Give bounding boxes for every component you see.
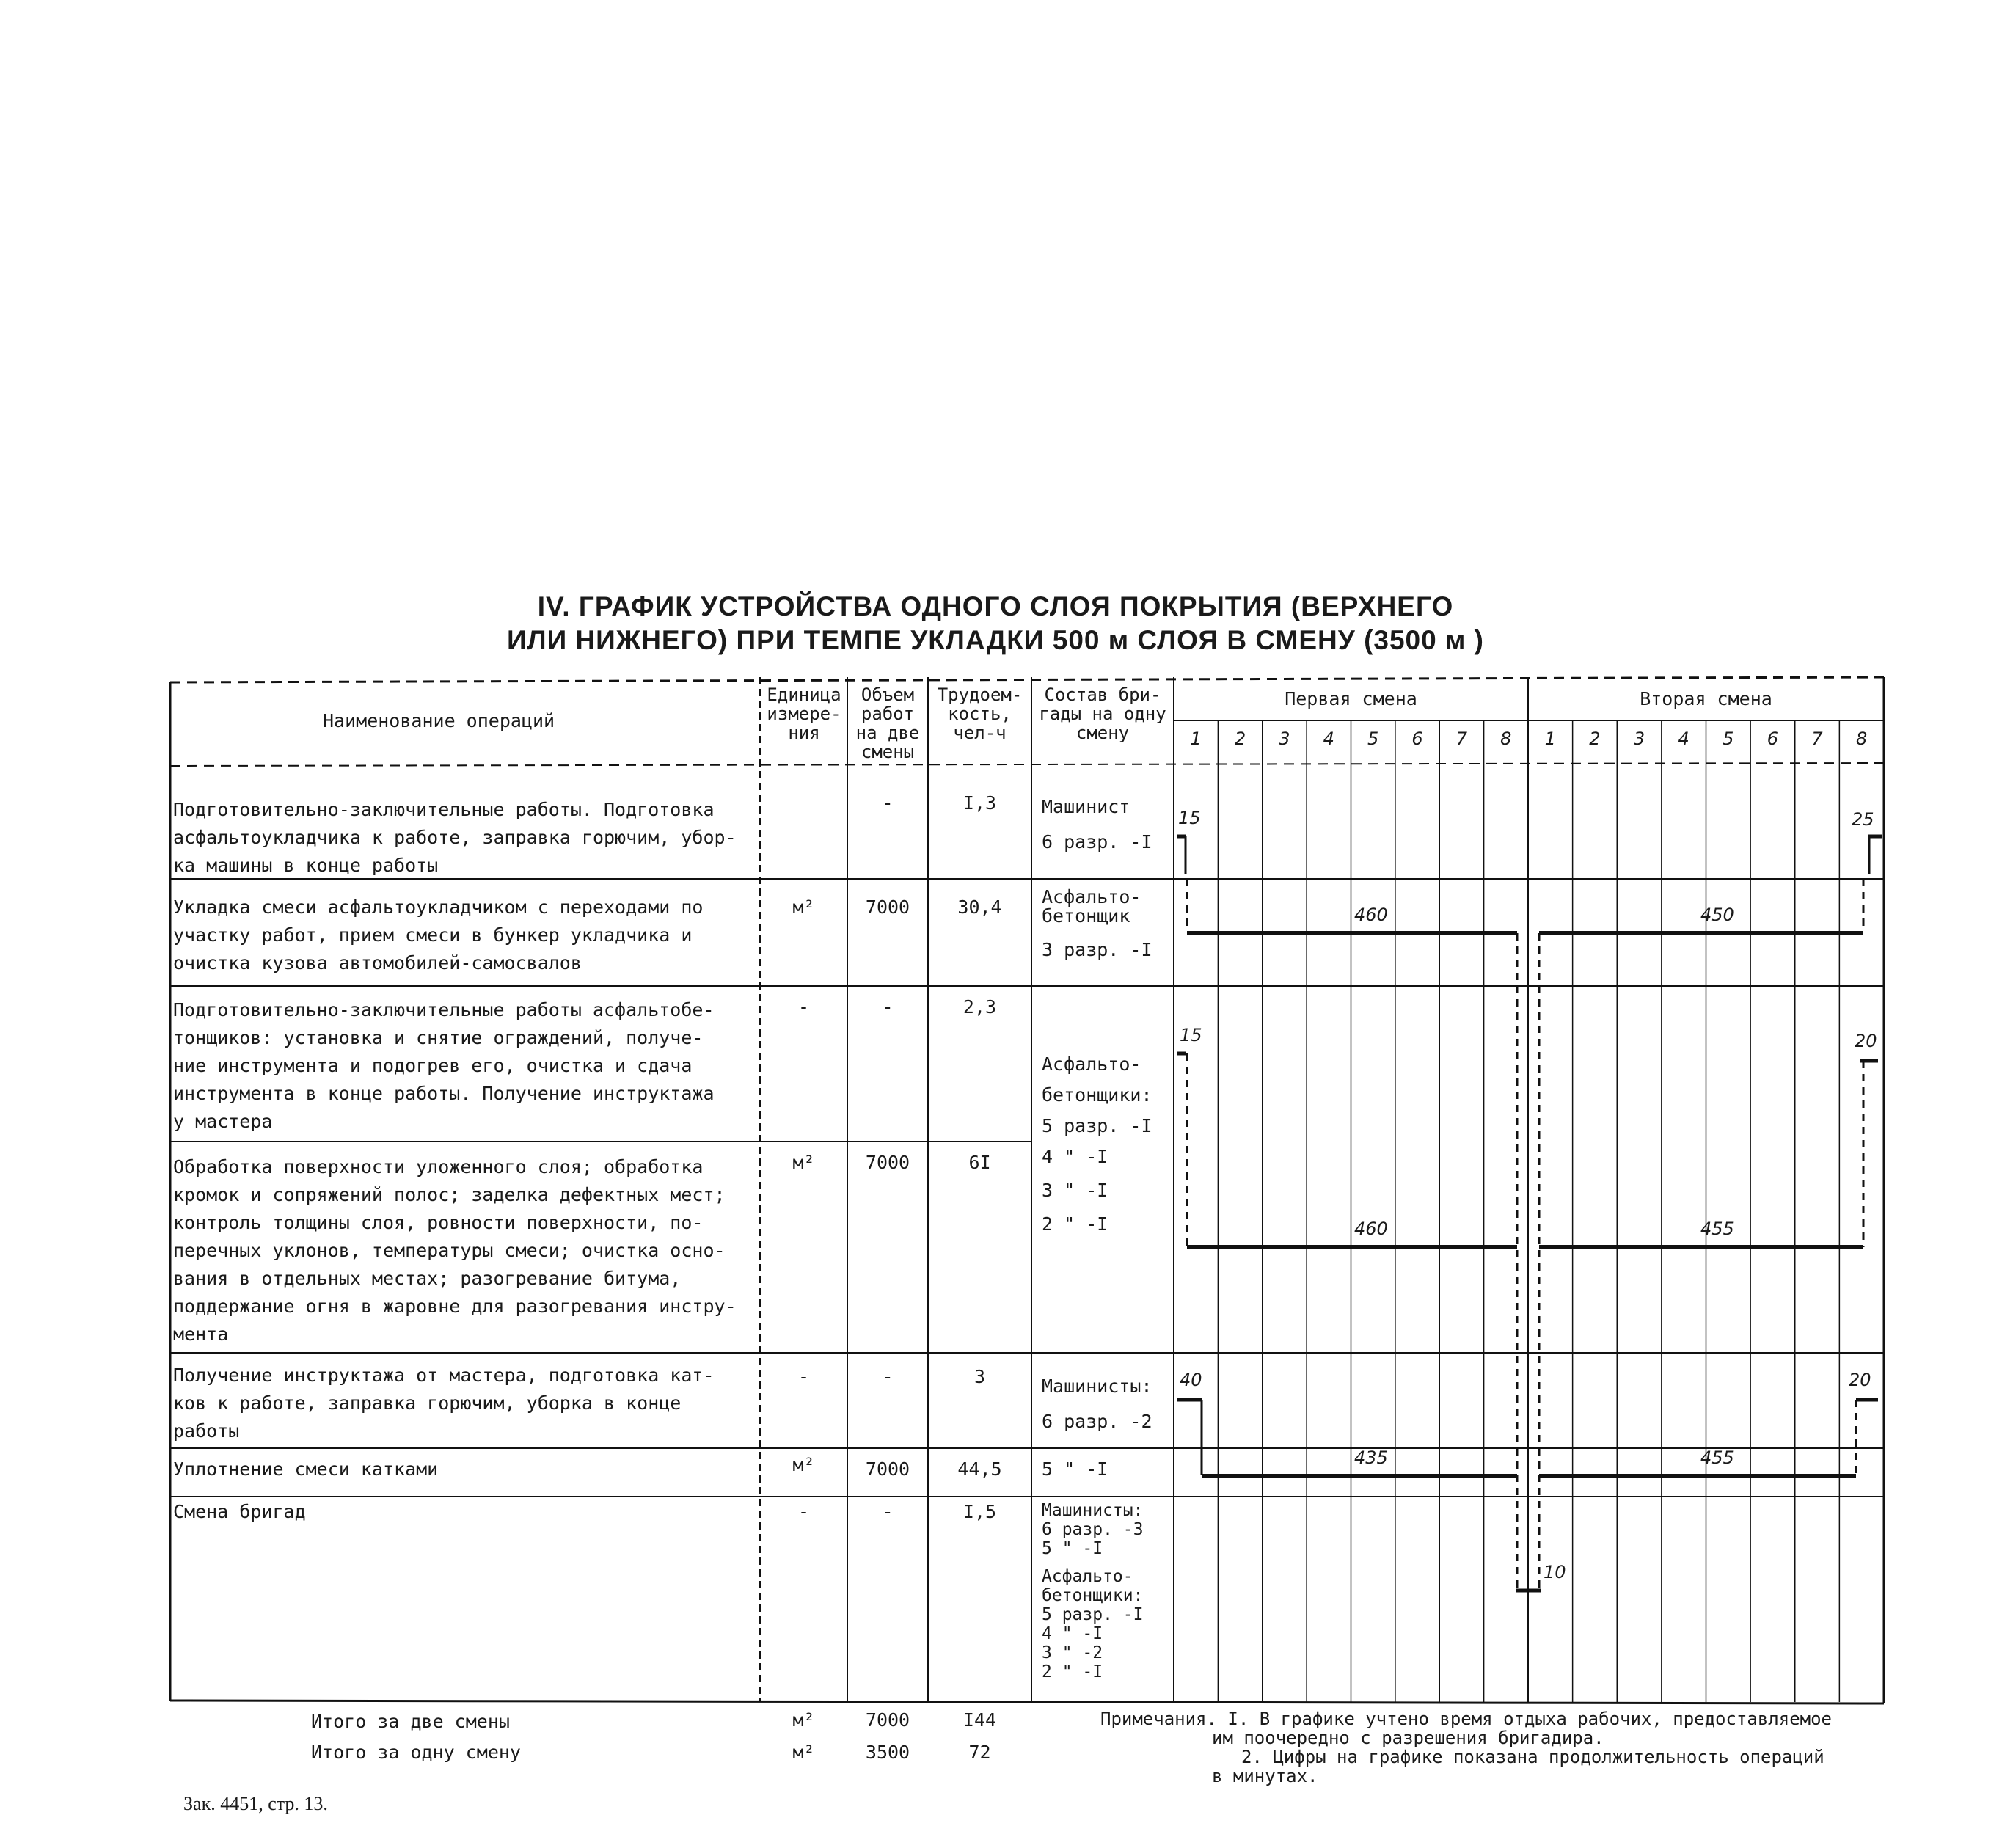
- row5-crew: Машинисты: 6 разр. -2: [1042, 1376, 1152, 1432]
- row6-operation: Уплотнение смеси катками: [173, 1458, 439, 1480]
- row3-labor: 2,3: [962, 996, 997, 1018]
- bar-label-row6-shift1: 435: [1354, 1447, 1388, 1468]
- header-unit: Единица измере- ния: [767, 684, 841, 743]
- row2-volume: 7000: [865, 896, 910, 918]
- total-one-shift-unit: м²: [792, 1742, 815, 1763]
- bar-label-row1-start: 15: [1178, 808, 1201, 828]
- row6-unit: м²: [792, 1454, 815, 1475]
- row4-crew: 4 " -I 3 " -I 2 " -I: [1042, 1146, 1108, 1235]
- row5-unit: -: [797, 1366, 810, 1387]
- header-operations: Наименование операций: [323, 710, 555, 731]
- row7-volume: -: [882, 1501, 894, 1522]
- hour-label: 4: [1678, 728, 1689, 749]
- total-one-shift-volume: 3500: [865, 1742, 910, 1763]
- hour-label: 6: [1411, 728, 1423, 749]
- row3-crew: Асфальто- бетонщики: 5 разр. -I: [1042, 1053, 1152, 1136]
- hour-label: 7: [1811, 728, 1823, 749]
- row3-operation: Подготовительно-заключительные работы асфальтобе- тонщиков: установка и снятие ограждений, получе- ние инструмента и подогрев его, очистка и сдача инструмента в конце работы. Получение инструктажа у мастера: [173, 999, 715, 1132]
- total-one-shift-labor: 72: [968, 1742, 991, 1763]
- row4-volume: 7000: [865, 1152, 910, 1173]
- row5-operation: Получение инструктажа от мастера, подготовка кат- ков к работе, заправка горючим, уборка в конце работы: [173, 1365, 715, 1442]
- hour-label: 2: [1589, 728, 1601, 749]
- hour-label: 5: [1723, 728, 1734, 749]
- row7-operation: Смена бригад: [173, 1501, 306, 1522]
- hour-label: 3: [1633, 728, 1645, 749]
- total-two-shifts-label: Итого за две смены: [311, 1711, 510, 1732]
- row1-crew: Машинист 6 разр. -I: [1042, 796, 1152, 852]
- table-top-border: [170, 677, 1884, 682]
- row4-labor: 6I: [968, 1152, 991, 1173]
- total-two-shifts-labor: I44: [962, 1709, 997, 1731]
- bar-label-row2-shift1: 460: [1354, 905, 1388, 925]
- bar-label-row1-end: 25: [1852, 809, 1874, 830]
- bar-label-row3-start: 15: [1180, 1025, 1202, 1045]
- row1-operation: Подготовительно-заключительные работы. Подготовка асфальтоукладчика к работе, заправка горючим, убор- ка машины в конце работы: [173, 799, 737, 876]
- page-title-line-2: ИЛИ НИЖНЕГО) ПРИ ТЕМПЕ УКЛАДКИ 500 м СЛОЯ В СМЕНУ (3500 м ): [507, 625, 1484, 655]
- row1-volume: -: [882, 792, 894, 814]
- bar-label-row4-shift1: 460: [1354, 1219, 1388, 1239]
- hour-label: 1: [1544, 728, 1556, 749]
- row5-volume: -: [882, 1366, 894, 1387]
- bar-label-row6-shift2: 455: [1700, 1447, 1734, 1468]
- bar-label-row4-shift2: 455: [1700, 1219, 1734, 1239]
- header-crew: Состав бри- гады на одну смену: [1039, 684, 1166, 743]
- row6-crew: 5 " -I: [1042, 1458, 1108, 1480]
- bar-label-row5-start: 40: [1180, 1370, 1202, 1390]
- row1-labor: I,3: [962, 792, 997, 814]
- hour-label: 6: [1767, 728, 1779, 749]
- total-two-shifts-unit: м²: [792, 1709, 815, 1731]
- row4-operation: Обработка поверхности уложенного слоя; обработка кромок и сопряжений полос; заделка дефектных мест; контроль толщины слоя, ровности поверхности, по- перечных уклонов, температуры смеси; очистка осно- вания в отдельных местах; разогревание битума, поддержание огня в жаровне для разогревания инстру- мента: [173, 1156, 737, 1345]
- row6-labor: 44,5: [957, 1458, 1002, 1480]
- header-shift-2: Вторая смена: [1640, 688, 1772, 709]
- row7-unit: -: [797, 1501, 810, 1522]
- hour-label: 2: [1234, 728, 1246, 749]
- row6-volume: 7000: [865, 1458, 910, 1480]
- row4-unit: м²: [792, 1152, 815, 1173]
- hour-label: 8: [1500, 728, 1512, 749]
- hour-label: 5: [1367, 728, 1379, 749]
- header-volume: Объем работ на две смены: [855, 684, 920, 762]
- page-title-line-1: IV. ГРАФИК УСТРОЙСТВА ОДНОГО СЛОЯ ПОКРЫТИЯ (ВЕРХНЕГО: [537, 591, 1454, 621]
- hour-label: 4: [1323, 728, 1334, 749]
- header-bottom-rule: [170, 763, 1884, 766]
- bar-label-row3-end: 20: [1855, 1031, 1877, 1051]
- bar-label-crew-change: 10: [1544, 1562, 1566, 1582]
- row7-labor: I,5: [962, 1501, 997, 1522]
- notes: Примечания. I. В графике учтено время отдыха рабочих, предоставляемое им поочередно с разрешения бригадира. 2. Цифры на графике показана продолжительность операций в минутах.: [1100, 1709, 1832, 1786]
- row2-labor: 30,4: [957, 896, 1002, 918]
- header-labor: Трудоем- кость, чел-ч: [937, 684, 1023, 743]
- total-two-shifts-volume: 7000: [865, 1709, 910, 1731]
- hour-label: 1: [1190, 728, 1202, 749]
- bar-label-row2-shift2: 450: [1700, 905, 1734, 925]
- footer-order-number: Зак. 4451, стр. 13.: [183, 1793, 328, 1814]
- row3-volume: -: [882, 996, 894, 1018]
- hour-label: 8: [1856, 728, 1868, 749]
- row2-crew: Асфальто- бетонщик 3 разр. -I: [1042, 886, 1152, 960]
- row3-unit: -: [797, 996, 810, 1018]
- hour-label: 3: [1279, 728, 1290, 749]
- total-one-shift-label: Итого за одну смену: [311, 1742, 521, 1763]
- header-shift-1: Первая смена: [1285, 688, 1417, 709]
- bar-label-row5-end: 20: [1849, 1370, 1871, 1390]
- row2-unit: м²: [792, 896, 815, 918]
- row5-labor: 3: [973, 1366, 986, 1387]
- row7-crew: Машинисты: 6 разр. -3 5 " -I Асфальто- бетонщики: 5 разр. -I 4 " -I 3 " -2 2 " -I: [1042, 1501, 1144, 1681]
- row2-operation: Укладка смеси асфальтоукладчиком с переходами по участку работ, прием смеси в бункер укладчика и очистка кузова автомобилей-самосвалов: [173, 896, 704, 974]
- table-bottom-border: [170, 1701, 1884, 1703]
- hour-label: 7: [1455, 728, 1468, 749]
